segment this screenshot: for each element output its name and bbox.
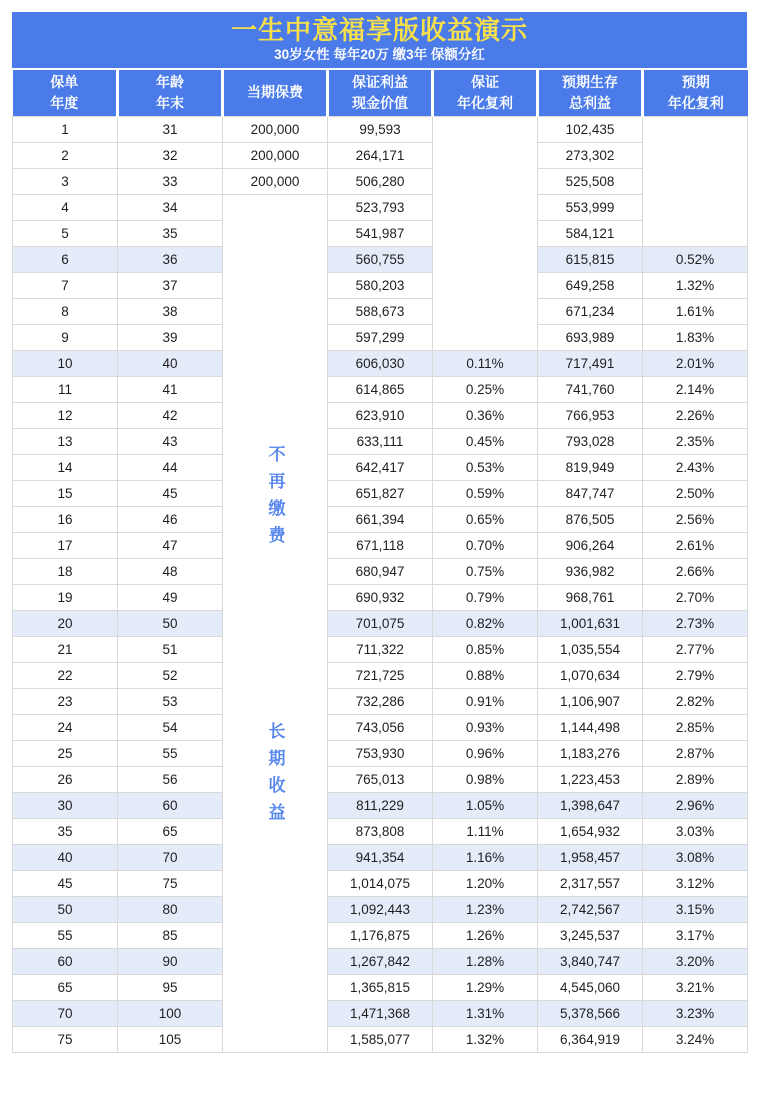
- table-row: [13, 792, 748, 818]
- cell-expected-irr: 3.12%: [643, 870, 748, 896]
- cell-expected-irr: 3.15%: [643, 896, 748, 922]
- cell-cash-value: 1,014,075: [328, 870, 433, 896]
- cell-expected-irr: 2.66%: [643, 558, 748, 584]
- cell-premium: 200,000: [223, 142, 328, 168]
- cell-age: 42: [118, 402, 223, 428]
- cell-policy-year: 4: [13, 194, 118, 220]
- cell-policy-year: 22: [13, 662, 118, 688]
- cell-policy-year: 3: [13, 168, 118, 194]
- cell-cash-value: 651,827: [328, 480, 433, 506]
- cell-cash-value: 732,286: [328, 688, 433, 714]
- cell-policy-year: 23: [13, 688, 118, 714]
- table-row: [13, 454, 748, 480]
- cell-guaranteed-irr: 0.25%: [433, 376, 538, 402]
- cell-policy-year: 65: [13, 974, 118, 1000]
- column-header-guaranteed-irr: [433, 70, 538, 116]
- cell-age: 47: [118, 532, 223, 558]
- table-row: [13, 298, 748, 324]
- cell-guaranteed-irr: 0.75%: [433, 558, 538, 584]
- table-row: [13, 1026, 748, 1052]
- cell-age: 40: [118, 350, 223, 376]
- cell-age: 50: [118, 610, 223, 636]
- table-row: [13, 636, 748, 662]
- cell-guaranteed-irr: 0.85%: [433, 636, 538, 662]
- table-row: [13, 480, 748, 506]
- cell-cash-value: 743,056: [328, 714, 433, 740]
- table-row: [13, 558, 748, 584]
- cell-policy-year: 21: [13, 636, 118, 662]
- table-row: [13, 272, 748, 298]
- cell-policy-year: 50: [13, 896, 118, 922]
- cell-policy-year: 15: [13, 480, 118, 506]
- header-label: 保单: [50, 73, 79, 90]
- table-row: [13, 740, 748, 766]
- cell-expected-irr: 2.61%: [643, 532, 748, 558]
- cell-total-benefit: 693,989: [538, 324, 643, 350]
- cell-policy-year: 10: [13, 350, 118, 376]
- cell-guaranteed-irr: 0.96%: [433, 740, 538, 766]
- cell-policy-year: 17: [13, 532, 118, 558]
- cell-guaranteed-irr: 0.53%: [433, 454, 538, 480]
- cell-total-benefit: 584,121: [538, 220, 643, 246]
- cell-age: 43: [118, 428, 223, 454]
- table-row: [13, 844, 748, 870]
- cell-guaranteed-irr: 1.20%: [433, 870, 538, 896]
- cell-policy-year: 11: [13, 376, 118, 402]
- cell-policy-year: 9: [13, 324, 118, 350]
- annotation-long-term-return: 长期收益: [265, 721, 285, 830]
- cell-cash-value: 99,593: [328, 116, 433, 142]
- cell-total-benefit: 3,840,747: [538, 948, 643, 974]
- cell-total-benefit: 6,364,919: [538, 1026, 643, 1052]
- cell-cash-value: 941,354: [328, 844, 433, 870]
- cell-policy-year: 2: [13, 142, 118, 168]
- cell-guaranteed-irr: 0.82%: [433, 610, 538, 636]
- cell-expected-irr: 3.08%: [643, 844, 748, 870]
- table-row: [13, 168, 748, 194]
- cell-age: 95: [118, 974, 223, 1000]
- table-row: [13, 1000, 748, 1026]
- cell-policy-year: 18: [13, 558, 118, 584]
- cell-expected-irr: 2.26%: [643, 402, 748, 428]
- cell-guaranteed-irr: 1.31%: [433, 1000, 538, 1026]
- table-row: [13, 662, 748, 688]
- cell-guaranteed-irr: 0.65%: [433, 506, 538, 532]
- cell-cash-value: 614,865: [328, 376, 433, 402]
- cell-age: 44: [118, 454, 223, 480]
- cell-policy-year: 35: [13, 818, 118, 844]
- cell-total-benefit: 1,001,631: [538, 610, 643, 636]
- cell-expected-irr: 3.24%: [643, 1026, 748, 1052]
- cell-guaranteed-irr: 0.79%: [433, 584, 538, 610]
- column-header-policy-year: [13, 70, 118, 116]
- cell-expected-irr: 3.17%: [643, 922, 748, 948]
- cell-guaranteed-irr-merged: [433, 116, 538, 350]
- cell-cash-value: 1,471,368: [328, 1000, 433, 1026]
- cell-policy-year: 8: [13, 298, 118, 324]
- cell-expected-irr: 2.35%: [643, 428, 748, 454]
- cell-total-benefit: 717,491: [538, 350, 643, 376]
- cell-age: 85: [118, 922, 223, 948]
- cell-policy-year: 25: [13, 740, 118, 766]
- cell-guaranteed-irr: 0.70%: [433, 532, 538, 558]
- cell-policy-year: 16: [13, 506, 118, 532]
- column-header-age: [118, 70, 223, 116]
- cell-cash-value: 264,171: [328, 142, 433, 168]
- cell-total-benefit: 525,508: [538, 168, 643, 194]
- table-row: [13, 714, 748, 740]
- cell-total-benefit: 2,742,567: [538, 896, 643, 922]
- cell-total-benefit: 273,302: [538, 142, 643, 168]
- cell-expected-irr: 2.43%: [643, 454, 748, 480]
- cell-cash-value: 523,793: [328, 194, 433, 220]
- cell-age: 54: [118, 714, 223, 740]
- column-header-total-benefit: [538, 70, 643, 116]
- cell-policy-year: 12: [13, 402, 118, 428]
- header-label: 年龄: [156, 73, 184, 90]
- cell-guaranteed-irr: 0.98%: [433, 766, 538, 792]
- cell-premium: 200,000: [223, 168, 328, 194]
- cell-total-benefit: 876,505: [538, 506, 643, 532]
- cell-cash-value: 633,111: [328, 428, 433, 454]
- cell-cash-value: 1,585,077: [328, 1026, 433, 1052]
- header-label: 年化复利: [457, 94, 513, 111]
- cell-age: 56: [118, 766, 223, 792]
- cell-total-benefit: 649,258: [538, 272, 643, 298]
- cell-age: 55: [118, 740, 223, 766]
- cell-policy-year: 55: [13, 922, 118, 948]
- cell-expected-irr: 1.83%: [643, 324, 748, 350]
- cell-age: 65: [118, 818, 223, 844]
- cell-expected-irr: 1.32%: [643, 272, 748, 298]
- cell-age: 75: [118, 870, 223, 896]
- header-label: 当期保费: [247, 84, 303, 101]
- table-row: [13, 610, 748, 636]
- page-subtitle: 30岁女性 每年20万 缴3年 保额分红: [274, 47, 485, 62]
- cell-total-benefit: 1,223,453: [538, 766, 643, 792]
- cell-age: 38: [118, 298, 223, 324]
- cell-total-benefit: 968,761: [538, 584, 643, 610]
- cell-cash-value: 506,280: [328, 168, 433, 194]
- cell-expected-irr: 2.85%: [643, 714, 748, 740]
- cell-expected-irr: 2.96%: [643, 792, 748, 818]
- cell-age: 52: [118, 662, 223, 688]
- header-label: 年末: [156, 94, 184, 111]
- cell-expected-irr: 2.89%: [643, 766, 748, 792]
- benefit-table: [12, 70, 748, 1053]
- cell-policy-year: 13: [13, 428, 118, 454]
- cell-age: 48: [118, 558, 223, 584]
- header-banner: [12, 12, 747, 68]
- cell-age: 41: [118, 376, 223, 402]
- table-row: [13, 818, 748, 844]
- cell-total-benefit: 847,747: [538, 480, 643, 506]
- cell-policy-year: 1: [13, 116, 118, 142]
- cell-policy-year: 60: [13, 948, 118, 974]
- cell-age: 32: [118, 142, 223, 168]
- cell-total-benefit: 1,183,276: [538, 740, 643, 766]
- table-row: [13, 402, 748, 428]
- table-row: [13, 506, 748, 532]
- cell-total-benefit: 102,435: [538, 116, 643, 142]
- cell-guaranteed-irr: 1.23%: [433, 896, 538, 922]
- cell-expected-irr: 3.20%: [643, 948, 748, 974]
- cell-age: 39: [118, 324, 223, 350]
- cell-expected-irr: 2.79%: [643, 662, 748, 688]
- table-row: [13, 220, 748, 246]
- cell-expected-irr: 2.73%: [643, 610, 748, 636]
- cell-expected-irr: 3.23%: [643, 1000, 748, 1026]
- cell-age: 100: [118, 1000, 223, 1026]
- cell-cash-value: 753,930: [328, 740, 433, 766]
- cell-guaranteed-irr: 1.28%: [433, 948, 538, 974]
- cell-cash-value: 642,417: [328, 454, 433, 480]
- cell-cash-value: 580,203: [328, 272, 433, 298]
- cell-age: 46: [118, 506, 223, 532]
- cell-age: 53: [118, 688, 223, 714]
- cell-cash-value: 560,755: [328, 246, 433, 272]
- cell-policy-year: 7: [13, 272, 118, 298]
- table-row: [13, 584, 748, 610]
- table-row: [13, 246, 748, 272]
- cell-total-benefit: 936,982: [538, 558, 643, 584]
- header-label: 年化复利: [667, 94, 724, 111]
- cell-total-benefit: 766,953: [538, 402, 643, 428]
- cell-cash-value: 597,299: [328, 324, 433, 350]
- cell-expected-irr: 2.56%: [643, 506, 748, 532]
- cell-expected-irr: 2.77%: [643, 636, 748, 662]
- cell-guaranteed-irr: 0.93%: [433, 714, 538, 740]
- cell-age: 80: [118, 896, 223, 922]
- cell-total-benefit: 5,378,566: [538, 1000, 643, 1026]
- cell-expected-irr: 1.61%: [643, 298, 748, 324]
- cell-expected-irr: 2.70%: [643, 584, 748, 610]
- table-row: [13, 532, 748, 558]
- cell-total-benefit: 1,106,907: [538, 688, 643, 714]
- cell-guaranteed-irr: 0.45%: [433, 428, 538, 454]
- cell-expected-irr: 3.21%: [643, 974, 748, 1000]
- cell-total-benefit: 1,654,932: [538, 818, 643, 844]
- cell-expected-irr: 2.82%: [643, 688, 748, 714]
- header-label: 现金价值: [352, 94, 408, 111]
- table-row: [13, 922, 748, 948]
- annotation-premium-stopped: 不再缴费: [265, 444, 285, 553]
- cell-cash-value: 661,394: [328, 506, 433, 532]
- cell-guaranteed-irr: 1.32%: [433, 1026, 538, 1052]
- cell-policy-year: 19: [13, 584, 118, 610]
- cell-age: 70: [118, 844, 223, 870]
- table-row: [13, 896, 748, 922]
- cell-cash-value: 680,947: [328, 558, 433, 584]
- cell-total-benefit: 615,815: [538, 246, 643, 272]
- cell-cash-value: 606,030: [328, 350, 433, 376]
- cell-expected-irr: 2.87%: [643, 740, 748, 766]
- header-label: 保证利益: [352, 73, 408, 90]
- cell-total-benefit: 4,545,060: [538, 974, 643, 1000]
- table-row: [13, 376, 748, 402]
- cell-guaranteed-irr: 0.88%: [433, 662, 538, 688]
- cell-cash-value: 711,322: [328, 636, 433, 662]
- cell-guaranteed-irr: 0.36%: [433, 402, 538, 428]
- cell-cash-value: 1,092,443: [328, 896, 433, 922]
- cell-guaranteed-irr: 1.16%: [433, 844, 538, 870]
- cell-cash-value: 690,932: [328, 584, 433, 610]
- cell-expected-irr: 2.01%: [643, 350, 748, 376]
- table-row: [13, 350, 748, 376]
- header-label: 预期: [681, 73, 710, 90]
- cell-age: 37: [118, 272, 223, 298]
- table-row: [13, 428, 748, 454]
- table-row: [13, 142, 748, 168]
- cell-cash-value: 873,808: [328, 818, 433, 844]
- cell-expected-irr: 2.14%: [643, 376, 748, 402]
- cell-cash-value: 701,075: [328, 610, 433, 636]
- cell-total-benefit: 671,234: [538, 298, 643, 324]
- cell-premium-merged: [223, 194, 328, 1052]
- table-row: [13, 116, 748, 142]
- table-row: [13, 948, 748, 974]
- cell-policy-year: 14: [13, 454, 118, 480]
- cell-cash-value: 721,725: [328, 662, 433, 688]
- cell-total-benefit: 1,035,554: [538, 636, 643, 662]
- cell-cash-value: 811,229: [328, 792, 433, 818]
- cell-total-benefit: 906,264: [538, 532, 643, 558]
- cell-age: 36: [118, 246, 223, 272]
- cell-total-benefit: 793,028: [538, 428, 643, 454]
- cell-age: 51: [118, 636, 223, 662]
- cell-guaranteed-irr: 0.11%: [433, 350, 538, 376]
- cell-policy-year: 45: [13, 870, 118, 896]
- cell-total-benefit: 553,999: [538, 194, 643, 220]
- cell-age: 90: [118, 948, 223, 974]
- cell-age: 35: [118, 220, 223, 246]
- cell-guaranteed-irr: 1.05%: [433, 792, 538, 818]
- cell-guaranteed-irr: 1.11%: [433, 818, 538, 844]
- cell-policy-year: 30: [13, 792, 118, 818]
- cell-expected-irr: 3.03%: [643, 818, 748, 844]
- table-row: [13, 766, 748, 792]
- page-title: 一生中意福享版收益演示: [230, 15, 528, 45]
- cell-total-benefit: 1,070,634: [538, 662, 643, 688]
- table-row: [13, 324, 748, 350]
- table-row: [13, 870, 748, 896]
- cell-age: 31: [118, 116, 223, 142]
- header-label: 总利益: [569, 94, 611, 111]
- cell-cash-value: 1,365,815: [328, 974, 433, 1000]
- cell-total-benefit: 819,949: [538, 454, 643, 480]
- header-row: [13, 70, 748, 116]
- cell-expected-irr: 0.52%: [643, 246, 748, 272]
- cell-guaranteed-irr: 1.26%: [433, 922, 538, 948]
- cell-total-benefit: 2,317,557: [538, 870, 643, 896]
- cell-total-benefit: 3,245,537: [538, 922, 643, 948]
- cell-policy-year: 20: [13, 610, 118, 636]
- cell-total-benefit: 1,144,498: [538, 714, 643, 740]
- cell-expected-irr: 2.50%: [643, 480, 748, 506]
- cell-cash-value: 765,013: [328, 766, 433, 792]
- cell-age: 34: [118, 194, 223, 220]
- cell-policy-year: 5: [13, 220, 118, 246]
- cell-policy-year: 75: [13, 1026, 118, 1052]
- cell-policy-year: 70: [13, 1000, 118, 1026]
- cell-age: 33: [118, 168, 223, 194]
- table-header: [13, 70, 748, 116]
- column-header-premium: [223, 70, 328, 116]
- header-label: 预期生存: [562, 73, 618, 90]
- cell-guaranteed-irr: 1.29%: [433, 974, 538, 1000]
- cell-cash-value: 1,267,842: [328, 948, 433, 974]
- cell-policy-year: 6: [13, 246, 118, 272]
- cell-policy-year: 40: [13, 844, 118, 870]
- cell-premium: 200,000: [223, 116, 328, 142]
- cell-policy-year: 24: [13, 714, 118, 740]
- header-label: 年度: [50, 94, 79, 111]
- cell-cash-value: 1,176,875: [328, 922, 433, 948]
- cell-age: 49: [118, 584, 223, 610]
- cell-age: 60: [118, 792, 223, 818]
- cell-guaranteed-irr: 0.59%: [433, 480, 538, 506]
- cell-cash-value: 623,910: [328, 402, 433, 428]
- cell-policy-year: 26: [13, 766, 118, 792]
- cell-total-benefit: 1,958,457: [538, 844, 643, 870]
- column-header-expected-irr: [643, 70, 748, 116]
- cell-expected-irr-merged: [643, 116, 748, 246]
- cell-cash-value: 671,118: [328, 532, 433, 558]
- table-row: [13, 688, 748, 714]
- cell-age: 105: [118, 1026, 223, 1052]
- table-row: [13, 194, 748, 220]
- header-label: 保证: [471, 73, 499, 90]
- cell-cash-value: 541,987: [328, 220, 433, 246]
- cell-total-benefit: 1,398,647: [538, 792, 643, 818]
- cell-cash-value: 588,673: [328, 298, 433, 324]
- table-row: [13, 974, 748, 1000]
- cell-total-benefit: 741,760: [538, 376, 643, 402]
- cell-guaranteed-irr: 0.91%: [433, 688, 538, 714]
- column-header-cash-value: [328, 70, 433, 116]
- cell-age: 45: [118, 480, 223, 506]
- table-body: [13, 116, 748, 1052]
